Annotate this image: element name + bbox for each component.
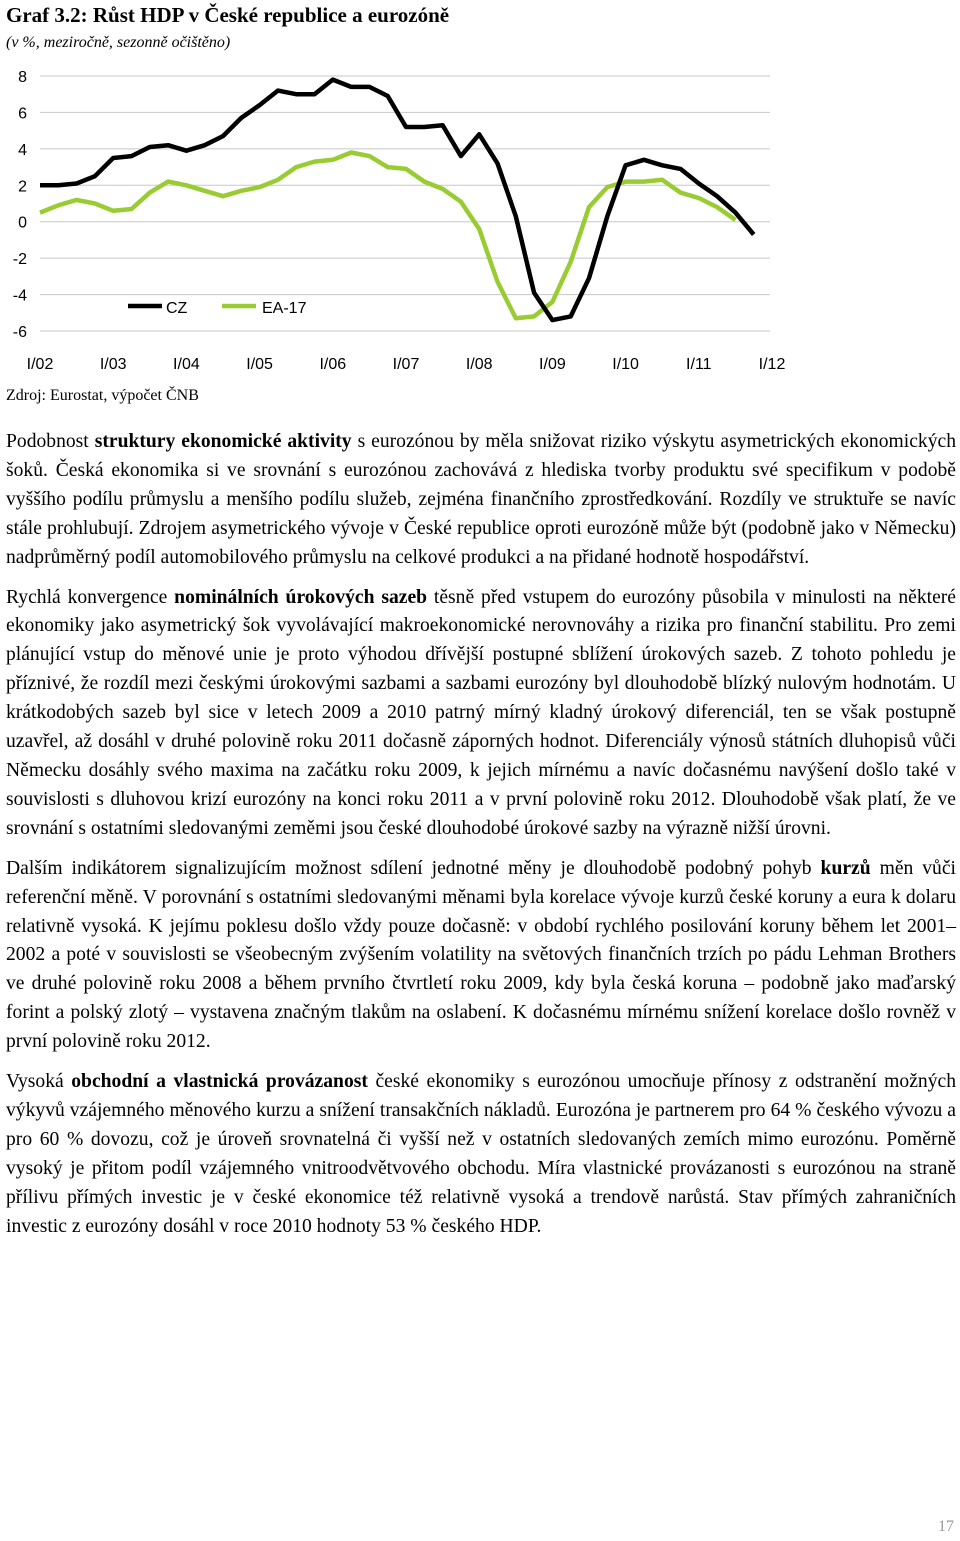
x-tick-label: I/03 [99, 356, 127, 373]
paragraph-1 [6, 428, 956, 573]
body-text [6, 428, 956, 1252]
paragraph-text: Vysoká [6, 1071, 72, 1093]
bold-term: nominálních úrokových sazeb [174, 586, 428, 608]
bold-term: obchodní a vlastnická provázanost [71, 1071, 368, 1093]
y-tick-label: 2 [18, 178, 27, 196]
paragraph-4 [6, 1068, 956, 1241]
x-axis-ticks [27, 356, 786, 373]
paragraph-text: české ekonomiky s eurozónou umocňuje přínosy z odstranění možných výkyvů vzájemného měnového kurzu a snížení transakčních nákladů. Eurozóna je partnerem pro 64 % českého vývozu a pro 60 % dovozu, což je úroveň srovnatelná či vyšší než v ostatních sledovaných zemích mimo eurozónu. Poměrně vysoký je přitom podíl vzájemného vnitroodvětvového obchodu. Míra vlastnické provázanosti s eurozónou na straně přílivu přímých investic je v české ekonomice též relativně vysoká a trendově narůstá. Stav přímých zahraničních investic z eurozóny dosáhl v roce 2010 hodnoty 53 % českého HDP. [6, 1071, 957, 1237]
chart-legend [128, 300, 307, 317]
paragraph-3 [6, 855, 956, 1057]
paragraph-2 [6, 584, 956, 844]
paragraph-text: s eurozónou by měla snižovat riziko výskytu asymetrických ekonomických šoků. Česká ekonomika si ve srovnání s eurozónou zachovává z hlediska tvorby produktu své specifikum v podobě vyššího podílu průmyslu a menšího podílu služeb, zejména finančního zprostředkování. Rozdíly ve struktuře se navíc stále prohlubují. Zdrojem asymetrického vývoje v České republice oproti eurozóně může být (podobně jako v Německu) nadprůměrný podíl automobilového průmyslu na celkové produkci a na přidané hodnotě hospodářství. [6, 431, 956, 568]
x-tick-label: I/12 [758, 356, 786, 373]
y-tick-label: 8 [18, 69, 27, 86]
chart-source: Zdroj: Eurostat, výpočet ČNB [6, 387, 199, 404]
paragraph-text: těsně před vstupem do eurozóny působila v minulosti na některé ekonomiky jako asymetrický šok vyvolávající makroekonomické nerovnováhy a rizika pro finanční stabilitu. Pro zemi plánující vstup do měnové unie je proto výhodou dřívější postupné sblížení úrokových sazeb. Z tohoto pohledu je příznivé, že rozdíl mezi českými úrokovými sazbami a sazbami eurozóny byl dlouhodobě blízký nulovým hodnotám. U krátkodobých sazeb byl sice v letech 2009 a 2010 patrný mírný kladný úrokový diferenciál, ten se však postupně uzavřel, až dosáhl v druhé polovině roku 2011 dočasně záporných hodnot. Diferenciály výnosů státních dluhopisů vůči Německu dosáhly svého maxima na začátku roku 2009, k jejich mírnému a navíc dočasnému navýšení došlo také v souvislosti s dluhovou krizí eurozóny na konci roku 2011 a v první polovině roku 2012. Dlouhodobě však platí, že ve srovnání s ostatními sledovanými zeměmi jsou české dlouhodobé úrokové sazby na výrazně nižší úrovni. [6, 586, 956, 839]
y-tick-label: 0 [18, 214, 27, 232]
x-tick-label: I/11 [686, 356, 712, 373]
x-tick-label: I/06 [319, 356, 347, 373]
x-tick-label: I/04 [173, 356, 200, 373]
series-line-ea-17 [40, 153, 735, 319]
y-tick-label: -2 [12, 251, 27, 269]
paragraph-text: Rychlá konvergence [6, 586, 175, 608]
paragraph-text: Podobnost [6, 431, 95, 452]
y-tick-label: 6 [18, 105, 27, 123]
chart-title: Graf 3.2: Růst HDP v České republice a eurozóně [6, 3, 450, 27]
x-tick-label: I/10 [612, 356, 639, 373]
chart-gridlines [40, 76, 770, 331]
paragraph-text: Dalším indikátorem signalizujícím možnost sdílení jednotné měny je dlouhodobě podobný pohyb [6, 857, 821, 879]
y-axis-ticks [13, 69, 27, 341]
y-tick-label: 4 [18, 141, 27, 159]
x-tick-label: I/08 [465, 356, 493, 373]
y-tick-label: -4 [12, 287, 27, 305]
x-tick-label: I/02 [26, 356, 54, 373]
chart-series [40, 80, 754, 321]
paragraph-text: měn vůči referenční měně. V porovnání s ostatními sledovanými měnami byla korelace vývoje kurzů české koruny a eura k dolaru relativně vysoká. K jejímu poklesu došlo vždy pouze dočasně: v období rychlého posilování koruny během let 2001–2002 a poté v souvislosti se všeobecným zvýšením volatility na světových finančních trzích po pádu Lehman Brothers ve druhé polovině roku 2008 a během prvního čtvrtletí roku 2009, kdy byla česká koruna – podobně jako maďarský forint a polský zlotý – vystavena značným tlakům na oslabení. K dočasnému mírnému snížení korelace došlo rovněž v první polovině roku 2012. [6, 857, 956, 1053]
chart-subtitle: (v %, meziročně, sezonně očištěno) [6, 34, 231, 51]
legend-label: EA-17 [262, 300, 307, 317]
x-tick-label: I/09 [539, 356, 566, 373]
series-line-cz [40, 80, 754, 321]
y-tick-label: -6 [12, 324, 27, 341]
gdp-growth-chart [0, 58, 800, 383]
bold-term: kurzů [820, 857, 871, 879]
bold-term: struktury ekonomické aktivity [94, 431, 352, 452]
x-tick-label: I/05 [246, 356, 273, 373]
x-tick-label: I/07 [392, 356, 420, 373]
legend-label: CZ [166, 300, 188, 317]
page-number: 17 [938, 1518, 954, 1535]
